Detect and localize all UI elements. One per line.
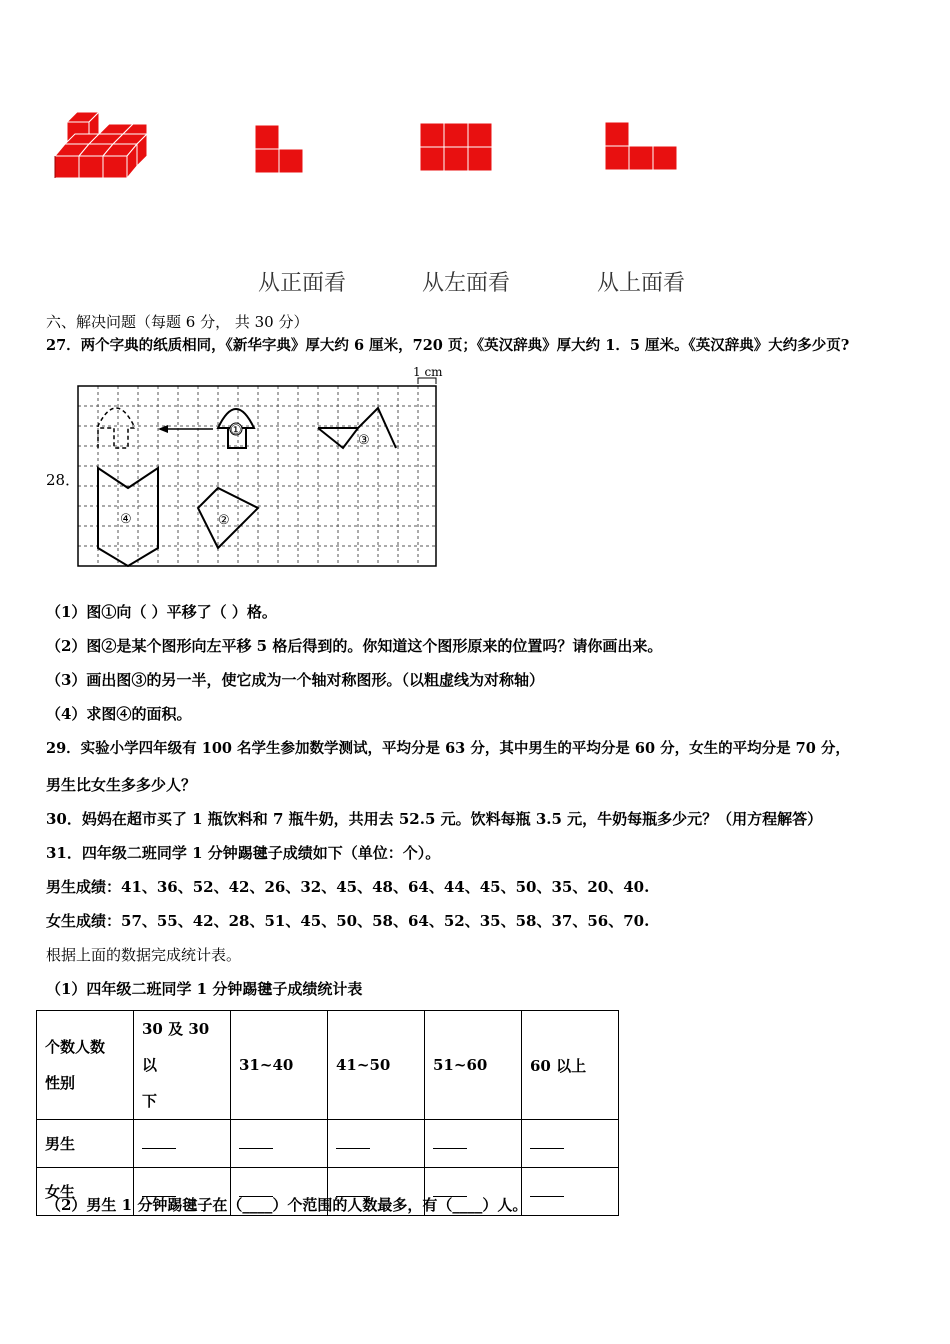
col1-line1: 30 及 30 以 [142, 1020, 210, 1074]
question-27: 27．两个字典的纸质相同，《新华字典》厚大约 6 厘米，720 页；《英汉辞典》厚大约 1．5 厘米。《英汉辞典》大约多少页? [46, 337, 850, 354]
answer-blank[interactable] [231, 1120, 328, 1168]
shape-3-label: ③ [358, 433, 370, 448]
question-29-line2: 男生比女生多多少人？ [46, 776, 197, 794]
front-view-label: 从正面看 [258, 271, 347, 296]
column-header-30-below [134, 1011, 231, 1120]
row-label-boys: 男生 [37, 1120, 134, 1168]
column-header: 41~50 [328, 1011, 425, 1120]
header-corner-cell [37, 1011, 134, 1120]
column-header: 60 以上 [522, 1011, 619, 1120]
table-instruction: 根据上面的数据完成统计表。 [46, 946, 242, 964]
col1-line2: 下 [142, 1092, 158, 1110]
question-30: 30．妈妈在超市买了 1 瓶饮料和 7 瓶牛奶，共用去 52.5 元。饮料每瓶 3.5 元，牛奶每瓶多少元？（用方程解答） [46, 810, 823, 828]
question-31-sub2: （2）男生 1 分钟踢毽子在（____）个范围的人数最多，有（____）人。 [46, 1196, 528, 1214]
question-28-sub1: （1）图①向（ ）平移了（ ）格。 [46, 603, 277, 621]
row-label-girls: 女生 [37, 1168, 134, 1216]
column-header: 51~60 [425, 1011, 522, 1120]
answer-blank[interactable] [522, 1120, 619, 1168]
table-title: （1）四年级二班同学 1 分钟踢毽子成绩统计表 [46, 980, 363, 998]
answer-blank[interactable] [328, 1120, 425, 1168]
top-view-figure [605, 122, 680, 172]
answer-blank[interactable] [522, 1168, 619, 1216]
question-28-sub4: （4）求图④的面积。 [46, 705, 192, 723]
girls-scores: 女生成绩：57、55、42、28、51、45、50、58、64、52、35、58、37、56、70. [46, 912, 650, 930]
shape-4-label: ④ [120, 512, 132, 527]
cube-3d-figure [55, 110, 155, 185]
boys-scores: 男生成绩：41、36、52、42、26、32、45、48、64、44、45、50、35、20、40. [46, 878, 650, 896]
top-view-label: 从上面看 [597, 271, 686, 296]
scale-label: 1 cm [413, 365, 443, 379]
question-31-intro: 31．四年级二班同学 1 分钟踢毽子成绩如下（单位：个）。 [46, 844, 441, 862]
question-29-line1: 29．实验小学四年级有 100 名学生参加数学测试，平均分是 63 分，其中男生的平均分是 60 分，女生的平均分是 70 分， [46, 740, 850, 757]
shape-1-label: ① [230, 423, 242, 438]
shape-2-label: ② [218, 513, 230, 528]
question-28-sub3: （3）画出图③的另一半，使它成为一个轴对称图形。（以粗虚线为对称轴） [46, 671, 544, 689]
question-28-number: 28． [46, 471, 81, 489]
column-header: 31~40 [231, 1011, 328, 1120]
answer-blank[interactable] [134, 1120, 231, 1168]
header-bottom-label: 性别 [45, 1074, 76, 1092]
section-heading: 六、解决问题（每题 6 分， 共 30 分） [46, 313, 309, 331]
front-view-figure [255, 125, 305, 175]
grid-figure [78, 366, 448, 566]
shape-1-dashed [98, 408, 134, 448]
left-view-label: 从左面看 [422, 271, 511, 296]
question-28-sub2: （2）图②是某个图形向左平移 5 格后得到的。你知道这个图形原来的位置吗？请你画出来。 [46, 637, 663, 655]
answer-blank[interactable] [425, 1120, 522, 1168]
table-row [37, 1120, 619, 1168]
statistics-table [36, 1010, 619, 1216]
header-top-label: 个数人数 [45, 1038, 106, 1056]
left-view-figure [420, 123, 495, 173]
